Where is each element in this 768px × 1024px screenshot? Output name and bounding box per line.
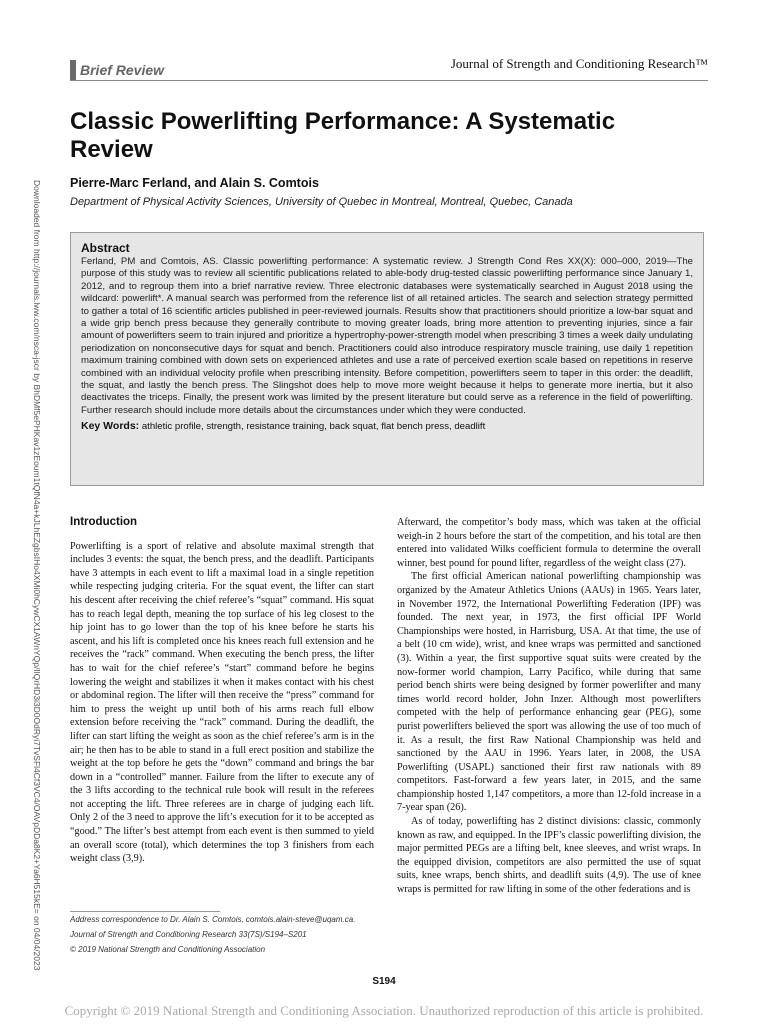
body-paragraph: The first official American national powerlifting championship was organized by the Amateur Athletics Unions (AAUs) in 1965. Years later, in November 1972, the International Powerlifting Federation (IPF) was founded. The next year, in 1973, the first official IPF World Championships were hosted, in Harrisburg, USA. At that time, the use of a belt (10 cm wide), wrist, and knee wraps was permitted and sanctioned (3). Within a year, the first supportive squat suits were created by the now-former world champion, Larry Pacifico, while during that same period bench shirts were being designed by former powerlifter and many times world record holder, John Inzer. Although most powerlifters competed with the help of performance enhancing gear (PEG), some purist powerlifters believed the sport was allowing the use of too much of it. As a result, the first Raw National Championship was held and sanctioned by the AAU in 1996. Years later, in 2008, the USA Powerlifting (USAPL) sanctioned their first raw nationals with 89 competitors. Fast-forward a few years later, in 2015, and the same championship hosted 1,147 competitors, a more than 12-fold increase in a 7-year span (26). [397,571,701,814]
download-side-note-text: Downloaded from http://journals.lww.com/nsca-jscr by BhDMf5ePHKav1zEoum1tQfN4a+kJLhEZgbsIHo4XMi0hCywCX1AWnYQp/IlQrHD3i3D0OdRyi7TvSFl4Cf3VC4/OAVpDDa8K2+Ya6H515kE= on 04/04/2023 [32,180,42,971]
body-paragraph: Powerlifting is a sport of relative and absolute maximal strength that includes 3 events: the squat, the bench press, and the deadlift. Participants have 3 attempts in each event to lift a maximal load in a single repetition while respecting judging criteria. For the squat event, the lifter can start his descent after receiving the chief referee’s “squat” command. His squat has to reach legal depth, meaning the top surface of his leg closest to the hip joint has to go lower than the top of his knee before he starts his ascent, and his lift is completed once his knees reach full extension and he receives the “rack” command. When executing the bench press, the lifter has to wait for the chief referee’s “start” command before he begins lowering the weight and stabilizes it when it makes contact with his chest or abdominal region. The lifter will then receive the “press” command for him to press the weight up until both of his arms reach full elbow extension before receiving the “rack” command. During the deadlift, the lifter can start lifting the weight as soon as the chief referee’s arm is in the air; he then has to be able to stand in a full erect position and stabilize the weight at the top before he gets the “down” command and brings the bar down in a “controlled” manner. Failure from the lifter to execute any of the 3 lifts according to the technical rule book will result in the referees not accepting the lift. Three referees are in charge of judging each lift. Only 2 of the 3 need to approve the lift’s execution for it to be accepted as “good.” The lifter’s best attempt from each event is then summed to yield an overall score (total), which determines the top 3 finishers from each weight class (3,9). [70,540,374,865]
keywords-label: Key Words: [81,420,140,433]
abstract-text: Ferland, PM and Comtois, AS. Classic powerlifting performance: A systematic review. J Strength Cond Res XX(X): 000–000, 2019—The purpose of this study was to review all scientific publications related to able-body drug-tested classic powerlifting performance since January 1, 2012, and to regroup them into a brief narrative review. Three electronic databases were systematically searched in August 2018 using the wildcard: powerlift*. A manual search was performed from the reference list of all retained articles. The search and selection strategy permitted to gather a total of 16 scientific articles published in peer-reviewed journals. Results show that practitioners should prioritize a low-bar squat and a wide grip bench press because they generally contribute to moving greater loads, bring more attention to preventing injuries, since a fair amount of powerlifters seem to train injured and prioritize a hypertrophy-power-strength model when prescribing 3 times a week daily undulating periodization on nonconsecutive days for squat and bench. Practitioners could also introduce respiratory muscle training, use daily 1 repetition maximum training combined with down sets on experienced athletes and use a rate of perceived exertion scale based on repetitions in reserve combined with an individual velocity profile when prescribing intensity. Before competition, powerlifters seem to taper in this order: the deadlift, the squat, and lastly the bench press. The Slingshot does help to move more weight because it helps to generate more inertia, but it also deactivates the triceps. Finally, the present work was limited by the present literature but could serve as a reference in the field of powerlifting. Further research should include more details about the circumstances under which they were conducted. [81,256,693,416]
article-title: Classic Powerlifting Performance: A Systematic Review [70,108,616,163]
body-column-left [70,516,374,866]
abstract-heading: Abstract [81,241,130,255]
intro-heading: Introduction [70,516,138,528]
footnote-divider [70,911,220,912]
section-label-bar [70,60,76,80]
footnote-correspondence: Address correspondence to Dr. Alain S. Comtois, comtois.alain-steve@uqam.ca. [70,915,356,924]
footnote-copyright: © 2019 National Strength and Conditioning Association [70,945,266,954]
keywords-list: athletic profile, strength, resistance training, back squat, flat bench press, deadlift [141,421,486,433]
abstract-box [70,232,704,486]
footnote-citation: Journal of Strength and Conditioning Research 33(7S)/S194–S201 [70,930,307,939]
body-paragraph: As of today, powerlifting has 2 distinct divisions: classic, commonly known as raw, and equipped. In the IPF’s classic powerlifting division, the major permitted PEGs are a lifting belt, knee sleeves, and wrist wraps. In the equipped division, competitors are also permitted the use of squat suits, knee wraps, bench shirts, and deadlift suits (4,9). The use of knee wraps is permitted for raw lifting in some of the other federations and is [397,816,701,896]
header-divider [70,80,708,81]
download-side-note [20,180,44,971]
section-label: Brief Review [80,62,165,78]
copyright-watermark: Copyright © 2019 National Strength and Conditioning Association. Unauthorized reproduction of this article is prohibited. [64,1003,704,1018]
article-affiliation: Department of Physical Activity Sciences, University of Quebec in Montreal, Montreal, Quebec, Canada [70,196,573,208]
page-number: S194 [372,976,396,987]
body-paragraph: Afterward, the competitor’s body mass, which was taken at the official weigh-in 2 hours before the start of the competition, and his total are then entered into validated Wilks coefficient formula to determine the overall winner, best pound for pound lifter, regardless of the weight class (27). [397,517,701,569]
article-authors: Pierre-Marc Ferland, and Alain S. Comtois [70,176,319,190]
keywords [81,420,693,432]
body-column-right [397,516,701,897]
journal-name: Journal of Strength and Conditioning Research™ [450,56,708,71]
